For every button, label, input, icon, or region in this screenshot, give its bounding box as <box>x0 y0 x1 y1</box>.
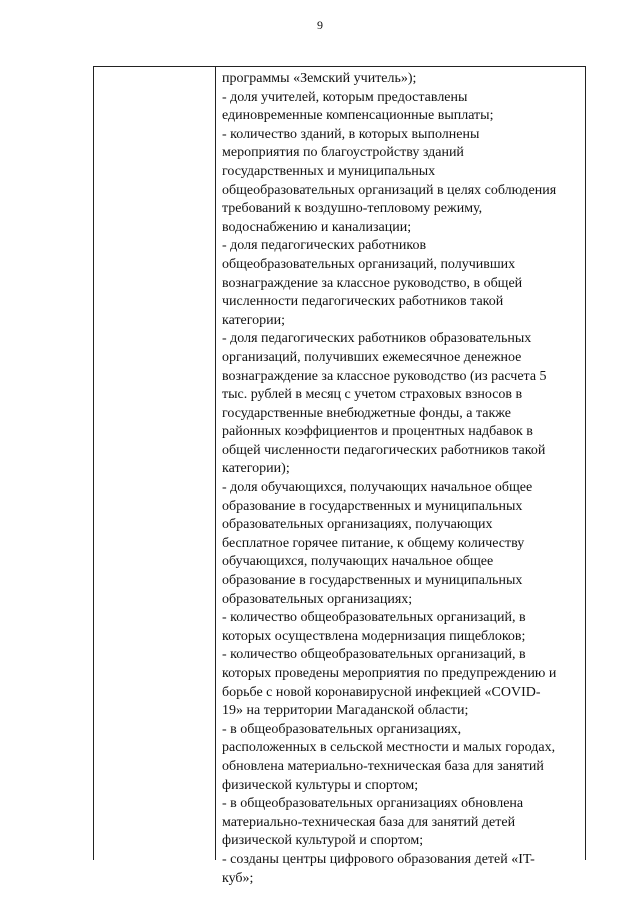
text-line: государственных и муниципальных <box>222 163 436 179</box>
text-line: бесплатное горячее питание, к общему количеству <box>222 535 525 551</box>
text-line: - доля педагогических работников <box>222 238 427 254</box>
text-line: - количество зданий, в которых выполнены <box>222 126 480 142</box>
text-line: обучающихся, получающих начальное общее <box>222 554 494 570</box>
text-line: общеобразовательных организаций, получивших <box>222 256 516 272</box>
text-line: категории; <box>222 312 286 328</box>
text-line: образование в государственных и муниципальных <box>222 573 523 589</box>
text-line: численности педагогических работников такой <box>222 294 504 310</box>
text-line: мероприятия по благоустройству зданий <box>222 145 464 161</box>
text-line: образовательных организациях; <box>222 591 413 607</box>
text-line: водоснабжению и канализации; <box>222 219 412 235</box>
text-line: государственные внебюджетные фонды, а также <box>222 405 511 421</box>
document-table <box>93 66 586 886</box>
text-line: - доля учителей, которым предоставлены <box>222 89 468 105</box>
text-line: программы «Земский учитель»); <box>222 71 417 86</box>
text-line: требований к воздушно-тепловому режиму, <box>222 201 483 217</box>
text-line: единовременные компенсационные выплаты; <box>222 108 494 124</box>
text-line: вознаграждение за классное руководство (из расчета 5 <box>222 368 547 384</box>
text-line: 19» на территории Магаданской области; <box>222 703 469 719</box>
text-line: - в общеобразовательных организациях, <box>222 721 462 737</box>
text-line: куб»; <box>222 870 254 886</box>
text-line: категории); <box>222 461 290 477</box>
text-line: районных коэффициентов и процентных надбавок в <box>222 424 533 440</box>
text-line: обновлена материально-техническая база для занятий <box>222 758 544 774</box>
text-line: физической культуры и спортом; <box>222 777 419 793</box>
text-line: борьбе с новой коронавирусной инфекцией «COVID- <box>222 684 541 700</box>
table-right-column <box>222 70 578 888</box>
text-line: расположенных в сельской местности и малых городах, <box>222 740 556 756</box>
text-line: - количество общеобразовательных организаций, в <box>222 647 526 663</box>
text-line: вознаграждение за классное руководство, в общей <box>222 275 523 291</box>
text-line: которых осуществлена модернизация пищеблоков; <box>222 628 526 644</box>
text-line: - созданы центры цифрового образования детей «IT- <box>222 851 535 867</box>
text-line: общей численности педагогических работников такой <box>222 442 546 458</box>
text-line: - в общеобразовательных организациях обновлена <box>222 796 524 812</box>
text-line: образование в государственных и муниципальных <box>222 498 523 514</box>
text-line: общеобразовательных организаций в целях соблюдения <box>222 182 557 198</box>
text-line: - доля обучающихся, получающих начальное общее <box>222 480 533 496</box>
table-left-column <box>94 67 216 860</box>
text-line: образовательных организациях, получающих <box>222 517 493 533</box>
text-line: организаций, получивших ежемесячное денежное <box>222 349 522 365</box>
text-line: - количество общеобразовательных организаций, в <box>222 610 526 626</box>
text-line: материально-техническая база для занятий детей <box>222 814 516 830</box>
page-number: 9 <box>317 18 323 32</box>
text-line: которых проведены мероприятия по предупреждению и <box>222 666 557 681</box>
text-line: физической культурой и спортом; <box>222 833 424 849</box>
text-line: тыс. рублей в месяц с учетом страховых взносов в <box>222 387 523 403</box>
text-line: - доля педагогических работников образовательных <box>222 331 532 347</box>
